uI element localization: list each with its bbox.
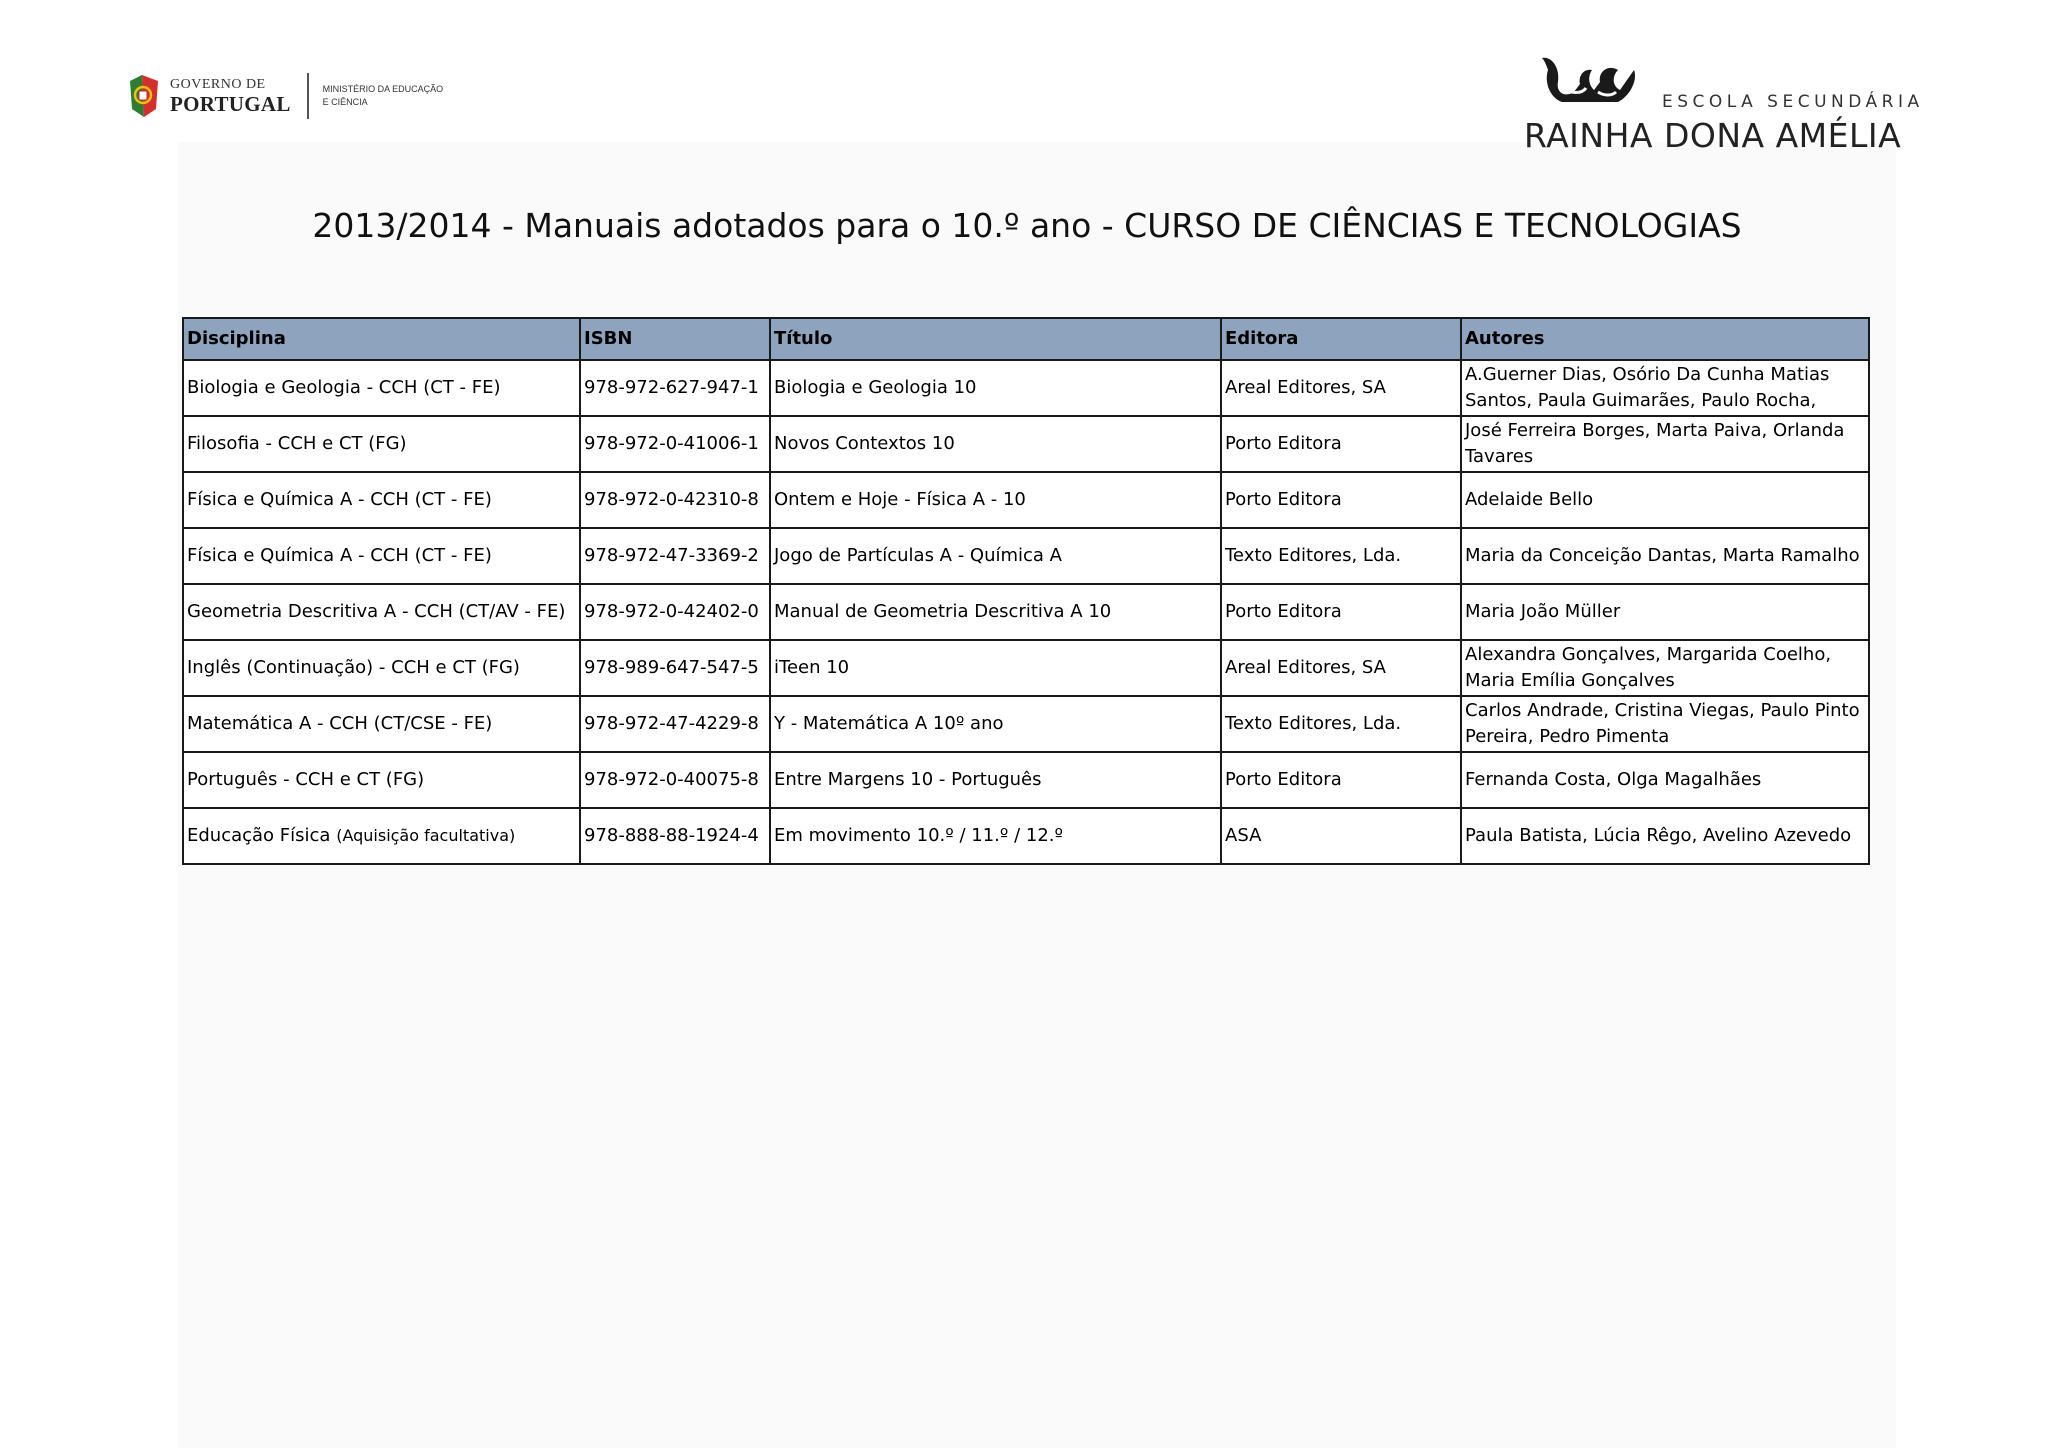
gov-line-2: PORTUGAL	[170, 91, 291, 116]
disciplina-cell	[183, 360, 580, 416]
table-header-row	[183, 318, 1869, 360]
autores-cell-text: José Ferreira Borges, Marta Paiva, Orlanda Tavares	[1465, 420, 1845, 467]
disciplina-note: (Aquisição facultativa)	[336, 826, 516, 845]
isbn-cell-text: 978-972-47-4229-8	[584, 713, 759, 734]
crown-icon	[1538, 52, 1648, 110]
editora-cell-text: Porto Editora	[1225, 489, 1342, 510]
table-row	[183, 808, 1869, 864]
gov-line-1: GOVERNO DE	[170, 76, 266, 92]
titulo-cell-text: iTeen 10	[774, 657, 850, 678]
isbn-cell-text: 978-989-647-547-5	[584, 657, 759, 678]
autores-cell	[1461, 528, 1869, 584]
disciplina-cell	[183, 528, 580, 584]
editora-cell	[1221, 640, 1461, 696]
editora-cell	[1221, 696, 1461, 752]
editora-cell-text: Areal Editores, SA	[1225, 377, 1386, 398]
gov-divider	[307, 73, 309, 119]
titulo-cell	[770, 640, 1221, 696]
disciplina-cell-text: Biologia e Geologia - CCH (CT - FE)	[187, 377, 501, 398]
isbn-cell	[580, 584, 770, 640]
disciplina-cell	[183, 696, 580, 752]
titulo-cell-text: Jogo de Partículas A - Química A	[774, 545, 1062, 566]
column-header: ISBN	[580, 318, 770, 360]
isbn-cell-text: 978-888-88-1924-4	[584, 825, 759, 846]
isbn-cell	[580, 472, 770, 528]
column-header: Autores	[1461, 318, 1869, 360]
autores-cell-text: A.Guerner Dias, Osório Da Cunha Matias Santos, Paula Guimarães, Paulo Rocha,	[1465, 364, 1830, 411]
isbn-cell	[580, 640, 770, 696]
isbn-cell	[580, 752, 770, 808]
autores-cell-text: Maria João Müller	[1465, 601, 1621, 622]
disciplina-cell-text: Física e Química A - CCH (CT - FE)	[187, 489, 492, 510]
portugal-shield-icon	[126, 73, 162, 119]
isbn-cell-text: 978-972-627-947-1	[584, 377, 759, 398]
disciplina-cell	[183, 808, 580, 864]
disciplina-cell-text: Inglês (Continuação) - CCH e CT (FG)	[187, 657, 520, 678]
editora-cell-text: Porto Editora	[1225, 601, 1342, 622]
titulo-cell	[770, 472, 1221, 528]
school-subtitle: ESCOLA SECUNDÁRIA	[1662, 92, 1924, 112]
autores-cell-text: Maria da Conceição Dantas, Marta Ramalho	[1465, 545, 1860, 566]
table-row	[183, 584, 1869, 640]
table-row	[183, 752, 1869, 808]
autores-cell	[1461, 584, 1869, 640]
isbn-cell-text: 978-972-0-40075-8	[584, 769, 759, 790]
titulo-cell-text: Biologia e Geologia 10	[774, 377, 977, 398]
titulo-cell-text: Entre Margens 10 - Português	[774, 769, 1042, 790]
editora-cell	[1221, 528, 1461, 584]
ministry-line-1: MINISTÉRIO DA EDUCAÇÃO	[322, 84, 444, 95]
isbn-cell-text: 978-972-47-3369-2	[584, 545, 759, 566]
isbn-cell-text: 978-972-0-42310-8	[584, 489, 759, 510]
autores-cell-text: Adelaide Bello	[1465, 489, 1594, 510]
disciplina-cell	[183, 640, 580, 696]
titulo-cell-text: Em movimento 10.º / 11.º / 12.º	[774, 825, 1063, 846]
titulo-cell	[770, 360, 1221, 416]
editora-cell-text: Texto Editores, Lda.	[1225, 545, 1402, 566]
government-logo	[126, 70, 443, 122]
isbn-cell	[580, 360, 770, 416]
titulo-cell	[770, 528, 1221, 584]
column-header: Disciplina	[183, 318, 580, 360]
isbn-cell	[580, 808, 770, 864]
editora-cell	[1221, 808, 1461, 864]
editora-cell-text: Porto Editora	[1225, 769, 1342, 790]
editora-cell	[1221, 416, 1461, 472]
titulo-cell	[770, 808, 1221, 864]
autores-cell	[1461, 808, 1869, 864]
isbn-cell-text: 978-972-0-41006-1	[584, 433, 759, 454]
titulo-cell	[770, 752, 1221, 808]
editora-cell-text: ASA	[1225, 825, 1262, 846]
column-header: Título	[770, 318, 1221, 360]
table-row	[183, 696, 1869, 752]
autores-cell	[1461, 416, 1869, 472]
disciplina-cell	[183, 472, 580, 528]
column-header: Editora	[1221, 318, 1461, 360]
autores-cell	[1461, 640, 1869, 696]
disciplina-cell-text: Matemática A - CCH (CT/CSE - FE)	[187, 713, 493, 734]
editora-cell	[1221, 584, 1461, 640]
autores-cell	[1461, 752, 1869, 808]
autores-cell-text: Paula Batista, Lúcia Rêgo, Avelino Azevedo	[1465, 825, 1852, 846]
autores-cell	[1461, 360, 1869, 416]
autores-cell-text: Carlos Andrade, Cristina Viegas, Paulo Pinto Pereira, Pedro Pimenta	[1465, 700, 1860, 747]
titulo-cell-text: Y - Matemática A 10º ano	[774, 713, 1004, 734]
disciplina-cell	[183, 416, 580, 472]
isbn-cell-text: 978-972-0-42402-0	[584, 601, 759, 622]
disciplina-cell-text: Geometria Descritiva A - CCH (CT/AV - FE)	[187, 601, 566, 622]
titulo-cell	[770, 696, 1221, 752]
table-row	[183, 360, 1869, 416]
ministry-line-2: E CIÊNCIA	[322, 97, 368, 107]
editora-cell-text: Porto Editora	[1225, 433, 1342, 454]
autores-cell	[1461, 472, 1869, 528]
titulo-cell-text: Ontem e Hoje - Física A - 10	[774, 489, 1026, 510]
titulo-cell-text: Novos Contextos 10	[774, 433, 955, 454]
titulo-cell-text: Manual de Geometria Descritiva A 10	[774, 601, 1112, 622]
disciplina-cell-text: Português - CCH e CT (FG)	[187, 769, 425, 790]
disciplina-cell	[183, 584, 580, 640]
school-logo	[1524, 52, 1924, 156]
isbn-cell	[580, 528, 770, 584]
disciplina-cell-text: Física e Química A - CCH (CT - FE)	[187, 545, 492, 566]
editora-cell-text: Texto Editores, Lda.	[1225, 713, 1402, 734]
table-row	[183, 472, 1869, 528]
titulo-cell	[770, 416, 1221, 472]
autores-cell-text: Alexandra Gonçalves, Margarida Coelho, Maria Emília Gonçalves	[1465, 644, 1832, 691]
autores-cell	[1461, 696, 1869, 752]
titulo-cell	[770, 584, 1221, 640]
editora-cell	[1221, 752, 1461, 808]
table-row	[183, 640, 1869, 696]
autores-cell-text: Fernanda Costa, Olga Magalhães	[1465, 769, 1762, 790]
page-title: 2013/2014 - Manuais adotados para o 10.º ano - CURSO DE CIÊNCIAS E TECNOLOGIAS	[312, 206, 1742, 245]
table-row	[183, 416, 1869, 472]
disciplina-cell	[183, 752, 580, 808]
isbn-cell	[580, 416, 770, 472]
disciplina-cell-text: Filosofia - CCH e CT (FG)	[187, 433, 407, 454]
school-name: RAINHA DONA AMÉLIA	[1524, 116, 1902, 155]
isbn-cell	[580, 696, 770, 752]
editora-cell-text: Areal Editores, SA	[1225, 657, 1386, 678]
editora-cell	[1221, 472, 1461, 528]
editora-cell	[1221, 360, 1461, 416]
manuals-table	[182, 317, 1870, 865]
table-row	[183, 528, 1869, 584]
disciplina-cell-text: Educação Física	[187, 825, 331, 846]
